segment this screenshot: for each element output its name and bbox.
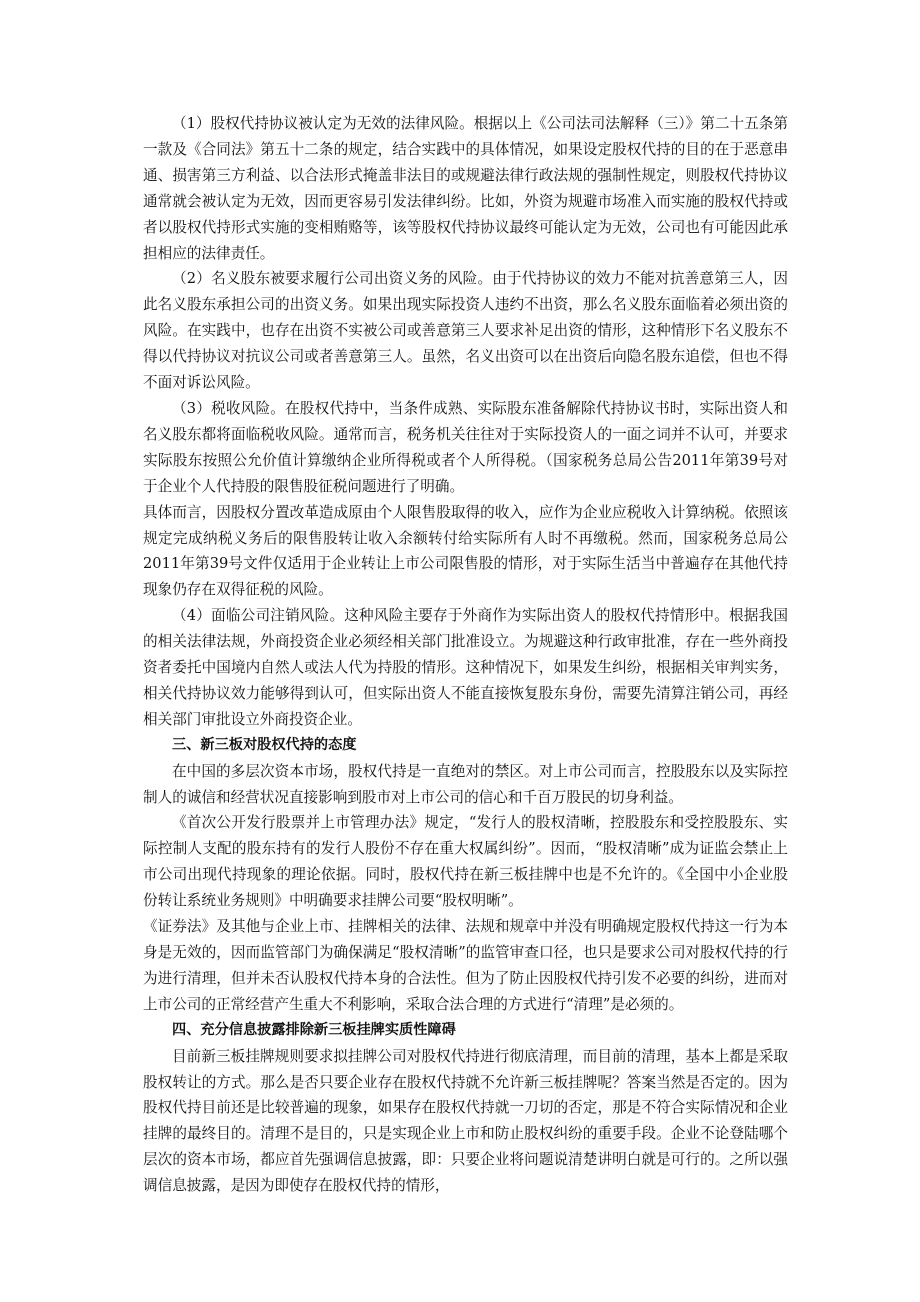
paragraph-risk-invalid: （1）股权代持协议被认定为无效的法律风险。根据以上《公司法司法解释（三）》第二十五条第一款及《合同法》第五十二条的规定，结合实践中的具体情况，如果设定股权代持的目的在于恶意串通、损害第三方利益、以合法形式掩盖非法目的或规避法律行政法规的强制性规定，则股权代持协议通常就会被认定为无效，因而更容易引发法律纠纷。比如，外资为规避市场准入而实施的股权代持或者以股权代持形式实施的变相贿赂等，该等股权代持协议最终可能认定为无效，公司也有可能因此承担相应的法律责任。 [143, 115, 788, 262]
paragraph-market-attitude: 在中国的多层次资本市场，股权代持是一直绝对的禁区。对上市公司而言，控股股东以及实际控制人的诚信和经营状况直接影响到股市对上市公司的信心和千百万股民的切身利益。 [143, 762, 788, 806]
document-body [143, 111, 788, 1199]
paragraph-risk-capital: （2）名义股东被要求履行公司出资义务的风险。由于代持协议的效力不能对抗善意第三人，因此名义股东承担公司的出资义务。如果出现实际投资人违约不出资，那么名义股东面临着必须出资的风险。在实践中，也存在出资不实被公司或善意第三人要求补足出资的情形，这种情形下名义股东不得以代持协议对抗议公司或者善意第三人。虽然，名义出资可以在出资后向隐名股东追偿，但也不得不面对诉讼风险。 [143, 270, 788, 392]
paragraph-tax-detail: 具体而言，因股权分置改革造成原由个人限售股取得的收入，应作为企业应税收入计算纳税。依照该规定完成纳税义务后的限售股转让收入余额转付给实际所有人时不再缴税。然而，国家税务总局公2011年第39号文件仅适用于企业转让上市公司限售股的情形，对于实际生活当中普遍存在其他代持现象仍存在双得征税的风险。 [143, 503, 788, 599]
paragraph-securities-law: 《证券法》及其他与企业上市、挂牌相关的法律、法规和规章中并没有明确规定股权代持这一行为本身是无效的，因而监管部门为确保满足“股权清晰”的监管审查口径，也只是要求公司对股权代持的行为进行清理，但并未否认股权代持本身的合法性。但为了防止因股权代持引发不必要的纠纷，进而对上市公司的正常经营产生重大不利影响，采取合法合理的方式进行“清理”是必须的。 [143, 918, 788, 1013]
paragraph-ipo-rules: 《首次公开发行股票并上市管理办法》规定，“发行人的股权清晰，控股股东和受控股股东、实际控制人支配的股东持有的发行人股份不存在重大权属纠纷”。因而，“股权清晰”成为证监会禁止上市公司出现代持现象的理论依据。同时，股权代持在新三板挂牌中也是不允许的。《全国中小企业股份转让系统业务规则》中明确要求挂牌公司要“股权明晰”。 [143, 814, 788, 910]
paragraph-disclosure: 目前新三板挂牌规则要求拟挂牌公司对股权代持进行彻底清理，而目前的清理，基本上都是采取股权转让的方式。那么是否只要企业存在股权代持就不允许新三板挂牌呢？答案当然是否定的。因为股权代持目前还是比较普遍的现象，如果存在股权代持就一刀切的否定，那是不符合实际情况和企业挂牌的最终目的。清理不是目的，只是实现企业上市和防止股权纠纷的重要手段。企业不论登陆哪个层次的资本市场，都应首先强调信息披露，即：只要企业将问题说清楚讲明白就是可行的。之所以强调信息披露，是因为即使存在股权代持的情形， [143, 1047, 788, 1195]
section-heading-3: 三、新三板对股权代持的态度 [172, 736, 357, 753]
section-heading-4: 四、充分信息披露排除新三板挂牌实质性障碍 [172, 1021, 456, 1038]
paragraph-risk-deregistration: （4）面临公司注销风险。这种风险主要存于外商作为实际出资人的股权代持情形中。根据我国的相关法律法规，外商投资企业必须经相关部门批准设立。为规避这种行政审批准，存在一些外商投资者委托中国境内自然人或法人代为持股的情形。这种情况下，如果发生纠纷，根据相关审判实务，相关代持协议效力能够得到认可，但实际出资人不能直接恢复股东身份，需要先清算注销公司，再经相关部门审批设立外商投资企业。 [143, 607, 788, 728]
paragraph-risk-tax: （3）税收风险。在股权代持中，当条件成熟、实际股东准备解除代持协议书时，实际出资人和名义股东都将面临税收风险。通常而言，税务机关往往对于实际投资人的一面之词并不认可，并要求实际股东按照公允价值计算缴纳企业所得税或者个人所得税。（国家税务总局公告2011年第39号对于企业个人代持股的限售股征税问题进行了明确。 [143, 399, 788, 495]
